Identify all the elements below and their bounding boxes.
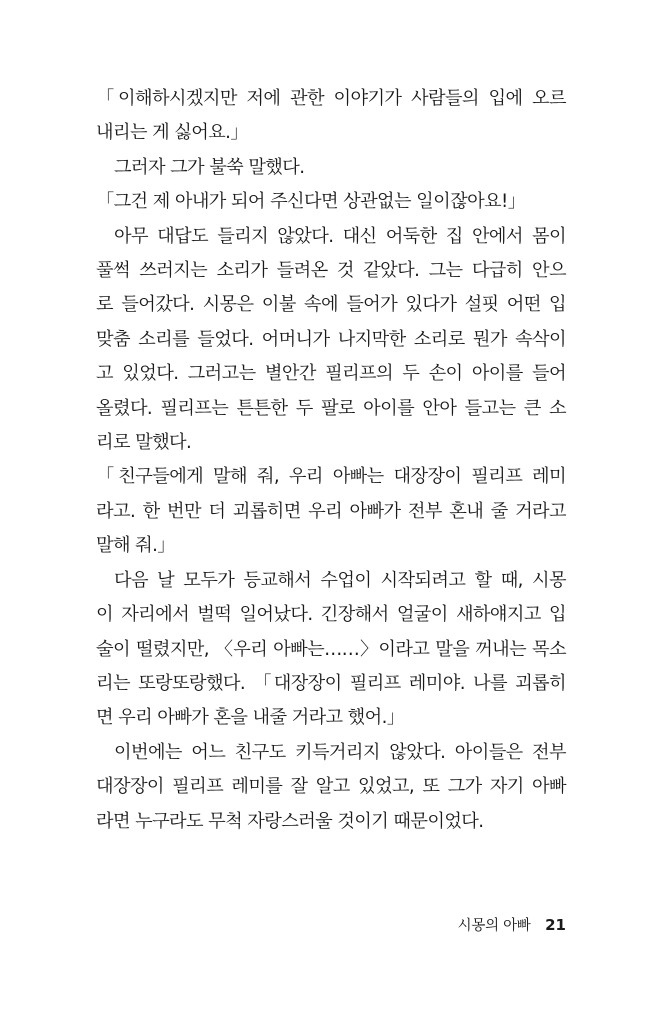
paragraph	[96, 82, 566, 151]
text-line: 풀썩 쓰러지는 소리가 들려온 것 같았다. 그는 다급히 안으	[96, 260, 566, 282]
text-line: 고 있었다. 그러고는 별안간 필리프의 두 손이 아이를 들어	[96, 363, 566, 385]
text-line: 내리는 게 싫어요.」	[96, 122, 248, 144]
text-line: 라면 누구라도 무척 자랑스러울 것이기 때문이었다.	[96, 810, 484, 832]
text-line: 대장장이 필리프 레미를 잘 알고 있었고, 또 그가 자기 아빠	[96, 776, 566, 798]
text-line: 「친구들에게 말해 줘, 우리 아빠는 대장장이 필리프 레미	[96, 466, 566, 488]
text-line: 리는 또랑또랑했다. 「대장장이 필리프 레미야. 나를 괴롭히	[96, 672, 566, 694]
text-line: 이 자리에서 벌떡 일어났다. 긴장해서 얼굴이 새하얘지고 입	[96, 604, 566, 626]
text-line: 라고. 한 번만 더 괴롭히면 우리 아빠가 전부 혼내 줄 거라고	[96, 500, 566, 522]
paragraph	[96, 564, 566, 736]
running-title: 시몽의 아빠	[457, 918, 531, 934]
text-line: 아무 대답도 들리지 않았다. 대신 어둑한 집 안에서 몸이	[114, 225, 566, 247]
text-line: 이번에는 어느 친구도 키득거리지 않았다. 아이들은 전부	[114, 741, 566, 763]
text-line: 로 들어갔다. 시몽은 이불 속에 들어가 있다가 설핏 어떤 입	[96, 294, 566, 316]
body-text	[96, 82, 566, 839]
text-line: 「이해하시겠지만 저에 관한 이야기가 사람들의 입에 오르	[96, 88, 566, 109]
page-footer	[300, 914, 566, 935]
paragraph	[96, 151, 566, 185]
paragraph	[96, 185, 566, 219]
text-line: 다음 날 모두가 등교해서 수업이 시작되려고 할 때, 시몽	[114, 569, 566, 591]
text-line: 말해 줘.」	[96, 535, 175, 557]
paragraph	[96, 220, 566, 461]
text-line: 「그건 제 아내가 되어 주신다면 상관없는 일이잖아요!」	[96, 191, 526, 213]
text-line: 술이 떨렸지만, 〈우리 아빠는……〉이라고 말을 꺼내는 목소	[96, 638, 566, 660]
text-line: 그러자 그가 불쑥 말했다.	[114, 156, 305, 178]
text-line: 면 우리 아빠가 혼을 내줄 거라고 했어.」	[96, 707, 405, 729]
page-number: 21	[545, 916, 566, 934]
paragraph	[96, 460, 566, 563]
text-line: 맞춤 소리를 들었다. 어머니가 나지막한 소리로 뭔가 속삭이	[96, 328, 566, 350]
text-line: 올렸다. 필리프는 튼튼한 두 팔로 아이를 안아 들고는 큰 소	[96, 397, 566, 419]
text-line: 리로 말했다.	[96, 432, 192, 454]
paragraph	[96, 736, 566, 839]
